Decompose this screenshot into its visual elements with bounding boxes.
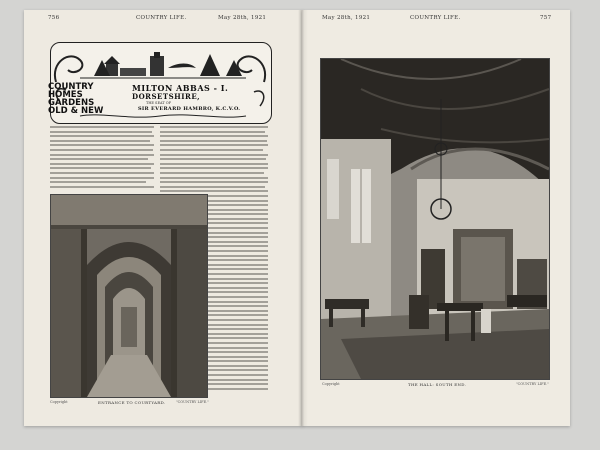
text-line <box>160 186 265 188</box>
series-line: GARDENS <box>48 98 95 108</box>
right-date: May 28th, 1921 <box>322 15 371 21</box>
text-line <box>50 172 154 174</box>
text-line <box>206 245 268 247</box>
text-line <box>50 154 154 156</box>
text-line <box>206 365 268 367</box>
text-line <box>206 232 268 234</box>
text-line <box>206 342 268 344</box>
left-photo-credit-right: "COUNTRY LIFE." <box>176 400 209 404</box>
right-page-number: 757 <box>540 15 552 21</box>
text-line <box>206 218 268 220</box>
right-photo-credit-right: "COUNTRY LIFE." <box>516 382 549 386</box>
text-line <box>206 319 268 321</box>
text-line <box>206 222 268 224</box>
left-photo-credit-left: Copyright <box>50 400 68 404</box>
left-page-number: 756 <box>48 15 60 21</box>
text-line <box>50 131 152 133</box>
text-line <box>50 135 154 137</box>
text-line <box>206 273 268 275</box>
text-line <box>206 337 268 339</box>
text-line <box>160 131 265 133</box>
left-running-title: COUNTRY LIFE. <box>136 15 187 21</box>
text-line <box>160 190 268 192</box>
text-line <box>206 310 268 312</box>
text-line <box>206 379 268 381</box>
text-line <box>206 305 268 307</box>
text-line <box>50 177 154 179</box>
text-line <box>50 167 151 169</box>
series-line: HOMES <box>48 90 83 100</box>
text-line <box>206 209 268 211</box>
text-line <box>206 227 268 229</box>
text-line <box>206 374 268 376</box>
text-line <box>206 314 268 316</box>
text-line <box>206 213 268 215</box>
text-line <box>206 324 268 326</box>
text-line <box>206 282 268 284</box>
text-line <box>206 264 268 266</box>
text-line <box>160 126 268 128</box>
text-line <box>206 356 268 358</box>
seat-label: THE SEAT OF <box>146 101 172 105</box>
text-line <box>160 154 268 156</box>
text-line <box>206 287 268 289</box>
text-line <box>160 140 267 142</box>
series-line: COUNTRY <box>48 82 94 92</box>
text-line <box>50 163 154 165</box>
text-line <box>206 369 268 371</box>
series-line: OLD & NEW <box>48 106 104 116</box>
text-line <box>160 172 264 174</box>
series-title <box>48 83 128 115</box>
text-line <box>206 278 268 280</box>
left-date: May 28th, 1921 <box>218 15 267 21</box>
text-line <box>206 328 268 330</box>
text-line <box>50 126 154 128</box>
text-line <box>206 268 268 270</box>
text-line <box>206 296 268 298</box>
right-photo-caption: THE HALL: SOUTH END. <box>408 382 467 387</box>
text-line <box>160 177 268 179</box>
text-line <box>206 250 268 252</box>
text-line <box>206 241 268 243</box>
text-line <box>206 200 268 202</box>
page-gutter <box>298 10 308 426</box>
text-line <box>206 204 268 206</box>
text-line <box>206 347 268 349</box>
text-line <box>50 158 148 160</box>
body-text-column-1 <box>50 126 154 190</box>
text-line <box>50 149 153 151</box>
text-line <box>206 259 268 261</box>
text-line <box>160 163 268 165</box>
hall-photo <box>320 58 550 380</box>
text-line <box>206 333 268 335</box>
text-line <box>50 186 154 188</box>
left-photo-caption: ENTRANCE TO COURTYARD. <box>98 400 166 405</box>
owner-name: SIR EVERARD HAMBRO, K.C.V.O. <box>138 106 241 112</box>
text-line <box>160 144 268 146</box>
article-subtitle: DORSETSHIRE, <box>132 92 201 101</box>
text-line <box>206 195 268 197</box>
text-line <box>206 383 268 385</box>
text-line <box>206 388 268 390</box>
text-line <box>206 360 268 362</box>
courtyard-photo <box>50 194 208 398</box>
text-line <box>160 167 268 169</box>
text-line <box>160 149 263 151</box>
text-line <box>160 135 268 137</box>
text-line <box>206 291 268 293</box>
right-photo-credit-left: Copyright <box>322 382 340 386</box>
text-line <box>206 236 268 238</box>
text-line <box>50 140 150 142</box>
text-line <box>206 301 268 303</box>
text-line <box>160 158 266 160</box>
article-title: MILTON ABBAS - I. <box>132 83 229 93</box>
right-running-title: COUNTRY LIFE. <box>410 15 461 21</box>
text-line <box>50 181 146 183</box>
text-line <box>50 144 154 146</box>
text-line <box>160 181 268 183</box>
text-line <box>206 351 268 353</box>
text-line <box>206 255 268 257</box>
